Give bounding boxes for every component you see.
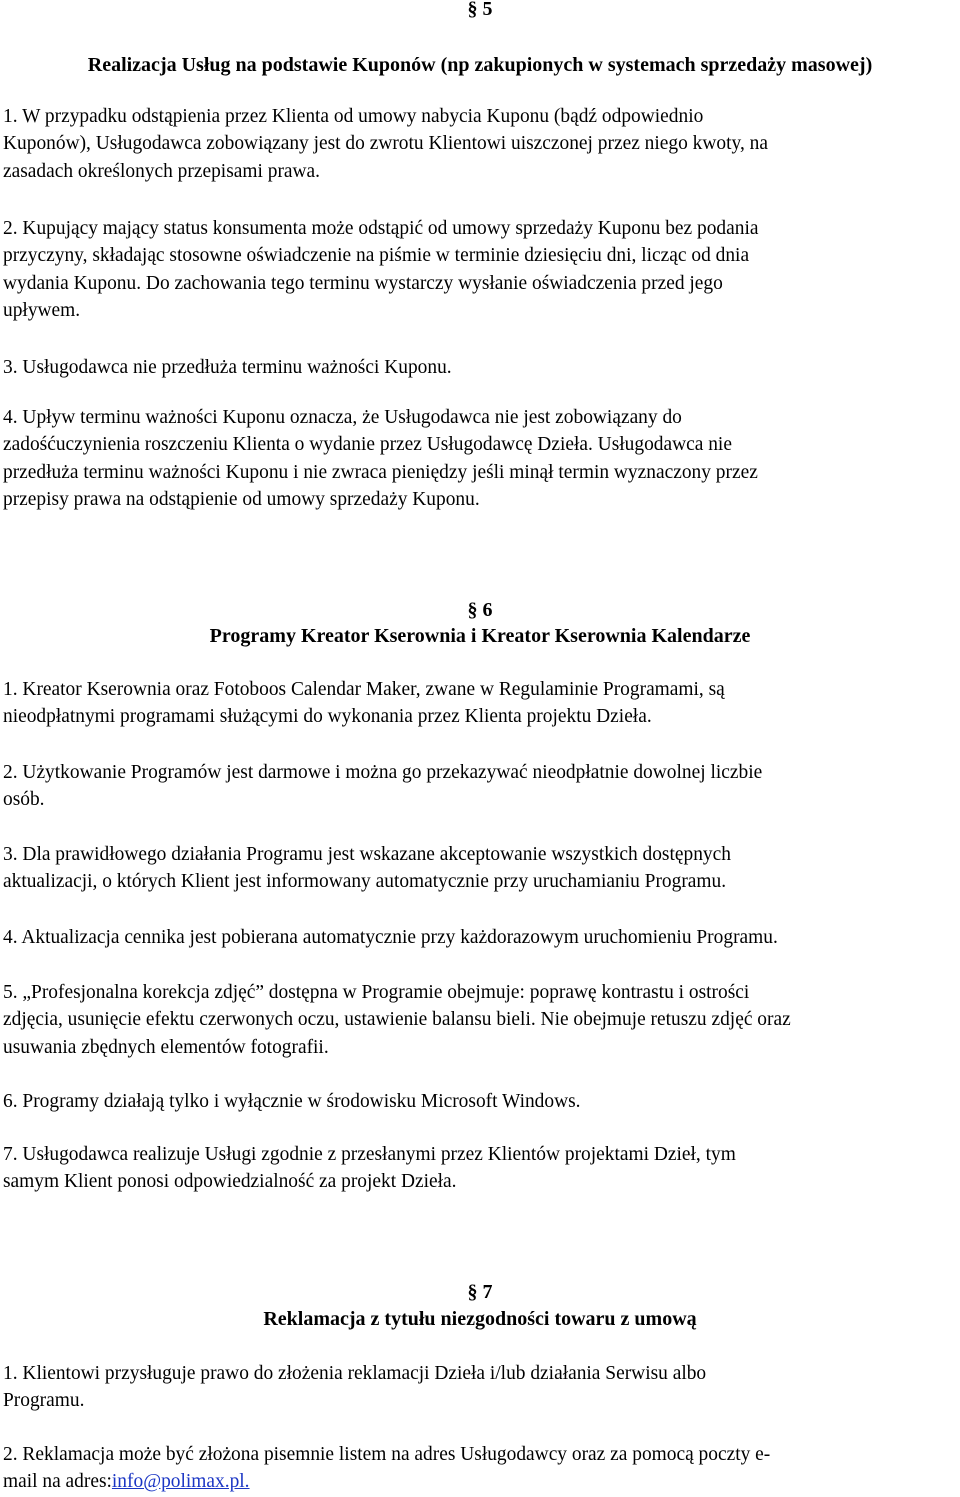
paragraph-line: 2. Użytkowanie Programów jest darmowe i można go przekazywać nieodpłatnie dowolnej liczbie xyxy=(3,762,763,783)
paragraph-line: 4. Aktualizacja cennika jest pobierana automatycznie przy każdorazowym uruchomieniu Programu. xyxy=(3,927,778,948)
section-5-paragraph-4 xyxy=(3,404,959,513)
paragraph-line: zasadach określonych przepisami prawa. xyxy=(3,160,321,182)
paragraph-line: zdjęcia, usunięcie efektu czerwonych oczu, ustawienie balansu bieli. Nie obejmuje retuszu zdjęć oraz xyxy=(3,1009,791,1031)
paragraph-line: 2. Reklamacja może być złożona pisemnie listem na adres Usługodawcy oraz za pomocą poczty e- xyxy=(3,1444,771,1465)
paragraph-line: Kuponów), Usługodawca zobowiązany jest do zwrotu Klientowi uiszczonej przez niego kwoty, na xyxy=(3,133,769,155)
paragraph-line: 1. W przypadku odstąpienia przez Klienta od umowy nabycia Kuponu (bądź odpowiednio xyxy=(3,106,704,127)
paragraph-line: 4. Upływ terminu ważności Kuponu oznacza, że Usługodawca nie jest zobowiązany do xyxy=(3,407,682,428)
section-6-paragraph-2 xyxy=(3,759,959,814)
paragraph-line: 1. Klientowi przysługuje prawo do złożenia reklamacji Dzieła i/lub działania Serwisu albo xyxy=(3,1363,707,1384)
paragraph-line: zadośćuczynienia roszczeniu Klienta o wydanie przez Usługodawcę Dzieła. Usługodawca nie xyxy=(3,434,732,456)
paragraph-line: 3. Usługodawca nie przedłuża terminu ważności Kuponu. xyxy=(3,357,452,378)
section-6-mark: § 6 xyxy=(467,599,493,621)
section-6-paragraph-7 xyxy=(3,1141,959,1196)
section-6-title: Programy Kreator Kserownia i Kreator Kserownia Kalendarze xyxy=(209,625,751,647)
section-6-paragraph-3 xyxy=(3,841,959,896)
paragraph-line: samym Klient ponosi odpowiedzialność za projekt Dzieła. xyxy=(3,1171,457,1193)
paragraph-line: 7. Usługodawca realizuje Usługi zgodnie z przesłanymi przez Klientów projektami Dzieł, tym xyxy=(3,1144,736,1165)
paragraph-line: przyczyny, składając stosowne oświadczenie na piśmie w terminie dziesięciu dni, licząc od dnia xyxy=(3,245,750,267)
section-7-title: Reklamacja z tytułu niezgodności towaru z umową xyxy=(263,1308,697,1330)
section-5-paragraph-2 xyxy=(3,215,959,324)
section-7-mark: § 7 xyxy=(467,1281,493,1303)
section-5-mark: § 5 xyxy=(467,0,493,20)
paragraph-line: 1. Kreator Kserownia oraz Fotoboos Calendar Maker, zwane w Regulaminie Programami, są xyxy=(3,679,725,700)
paragraph-line: Programu. xyxy=(3,1390,85,1412)
email-link[interactable]: info@polimax.pl. xyxy=(111,1471,250,1493)
section-5-paragraph-3 xyxy=(3,354,959,381)
paragraph-line: nieodpłatnymi programami służącymi do wykonania przez Klienta projektu Dzieła. xyxy=(3,706,652,728)
section-6-paragraph-5 xyxy=(3,979,959,1061)
section-6-paragraph-6 xyxy=(3,1088,959,1115)
section-6-paragraph-1 xyxy=(3,676,959,731)
section-5-paragraph-1 xyxy=(3,103,959,185)
email-prefix-text: mail na adres: xyxy=(3,1471,112,1493)
paragraph-line: aktualizacji, o których Klient jest informowany automatycznie przy uruchamianiu Programu. xyxy=(3,871,727,893)
paragraph-line: 2. Kupujący mający status konsumenta może odstąpić od umowy sprzedaży Kuponu bez podania xyxy=(3,218,759,239)
paragraph-line: przedłuża terminu ważności Kuponu i nie zwraca pieniędzy jeśli minął termin wyznaczony przez xyxy=(3,461,758,483)
paragraph-line: upływem. xyxy=(3,299,81,321)
paragraph-line: wydania Kuponu. Do zachowania tego terminu wystarczy wysłanie oświadczenia przed jego xyxy=(3,272,723,294)
section-6-paragraph-4 xyxy=(3,924,959,951)
paragraph-line: 5. „Profesjonalna korekcja zdjęć” dostępna w Programie obejmuje: poprawę kontrastu i ostrości xyxy=(3,982,750,1003)
section-7-paragraph-1 xyxy=(3,1360,959,1415)
paragraph-line: usuwania zbędnych elementów fotografii. xyxy=(3,1036,329,1058)
paragraph-line: 6. Programy działają tylko i wyłącznie w środowisku Microsoft Windows. xyxy=(3,1091,581,1112)
paragraph-line xyxy=(3,1468,955,1495)
section-7-paragraph-2 xyxy=(3,1441,959,1496)
section-5-title: Realizacja Usług na podstawie Kuponów (np zakupionych w systemach sprzedaży masowej) xyxy=(87,54,873,76)
paragraph-line: 3. Dla prawidłowego działania Programu jest wskazane akceptowanie wszystkich dostępnych xyxy=(3,844,731,865)
paragraph-line: osób. xyxy=(3,789,45,811)
paragraph-line: przepisy prawa na odstąpienie od umowy sprzedaży Kuponu. xyxy=(3,488,480,510)
